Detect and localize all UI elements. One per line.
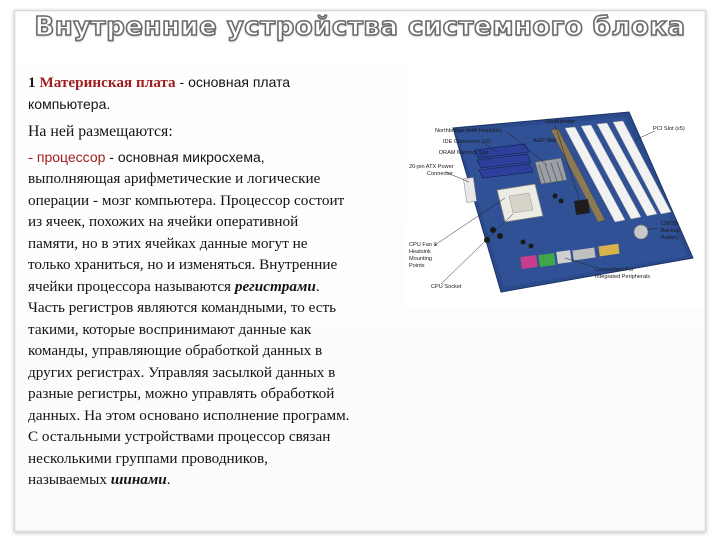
label-agp: AGP Slot: [533, 138, 556, 144]
text-line: называемых: [28, 471, 111, 488]
label-pci: PCI Slot (x5): [653, 126, 685, 132]
text-line: Часть регистров являются командными, то есть: [28, 299, 337, 316]
slide-title: Внутренние устройства системного блока: [34, 12, 686, 42]
slide-body: [28, 72, 406, 491]
paragraph-motherboard: [28, 72, 406, 115]
text-line: только храниться, но и изменяться. Внутренние: [28, 256, 338, 273]
southbridge-chip: [574, 199, 590, 215]
label-southbridge: Southbridge: [545, 119, 576, 125]
text-line: из ячеек, похожих на ячейки оперативной: [28, 213, 299, 230]
board-highlight: [457, 117, 687, 287]
text-line: .: [315, 277, 320, 295]
text-line: С остальными устройствами процессор связан: [28, 428, 331, 445]
northbridge-heatsink: [535, 158, 567, 184]
paragraph-placed: На ней размещаются:: [28, 123, 173, 140]
label-cmos-3: Battery: [661, 235, 679, 241]
label-fan-2: Heatsink: [409, 249, 431, 255]
term-registers: регистрами: [234, 277, 316, 295]
processor-definition: - основная микросхема,: [105, 148, 265, 165]
label-atx-1: 20-pin ATX Power: [409, 164, 454, 170]
text-line: команды, управляющие обработкой данных в: [28, 342, 323, 359]
text-line: данных. На этом основано исполнение программ.: [28, 406, 350, 424]
text-line: .: [166, 471, 171, 488]
label-cmos-2: Backup: [661, 228, 680, 234]
text-line: операции - мозг компьютера. Процессор состоит: [28, 191, 345, 209]
text-line: разные регистры, можно управлять обработкой: [28, 385, 335, 402]
label-connectors-2: Integrated Peripherals: [595, 274, 651, 280]
label-northbridge: Northbridge (with heatsink): [435, 128, 502, 134]
motherboard-illustration: [405, 70, 703, 308]
motherboard-definition-cont: компьютера.: [28, 95, 111, 112]
text-line: памяти, но в этих ячейках данные могут не: [28, 234, 308, 252]
term-processor: процессор: [36, 148, 106, 165]
label-dram: DRAM Memory Slot: [439, 150, 489, 156]
label-fan-1: CPU Fan &: [409, 242, 438, 248]
paragraph-processor: [28, 147, 406, 491]
term-buses: шинами: [110, 471, 167, 488]
dash: -: [28, 148, 37, 166]
label-ide: IDE Connector (x2): [443, 139, 491, 145]
label-atx-2: Connector: [427, 171, 453, 177]
term-motherboard: Материнская плата: [39, 74, 176, 91]
item-number: 1: [28, 74, 36, 91]
text-line: других регистрах. Управляя засылкой данных в: [28, 363, 336, 381]
cpu-socket: [497, 184, 543, 222]
label-cpu-socket: CPU Socket: [431, 284, 462, 290]
label-fan-3: Mounting: [409, 256, 433, 262]
text-line: несколькими группами проводников,: [28, 449, 268, 467]
text-line: выполняющая арифметические и логические: [28, 170, 321, 187]
motherboard-definition: - основная плата: [175, 74, 291, 90]
label-connectors-1: Connectors For: [595, 267, 634, 273]
label-cmos-1: CMOS: [661, 221, 678, 227]
cmos-battery: [634, 225, 648, 239]
text-line: ячейки процессора называются: [28, 277, 235, 295]
motherboard-image: [405, 70, 703, 308]
text-line: такими, которые воспринимают данные как: [28, 320, 312, 338]
label-fan-4: Points: [409, 263, 425, 269]
